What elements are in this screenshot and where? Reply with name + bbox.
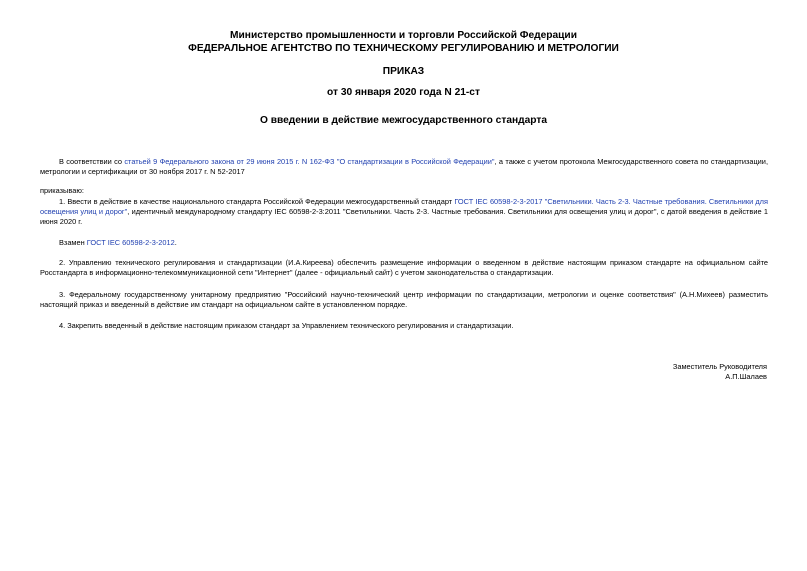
replaces-prefix: Взамен	[59, 238, 87, 247]
preamble-suffix: , а также с учетом протокола Межгосударственного совета по стандартизации, метрологии и сертификации от 30 ноября 2017 г. N 52-2017	[40, 157, 768, 177]
item-2-paragraph: 2. Управлению технического регулирования и стандартизации (И.А.Киреева) обеспечить размещение информации о введенном в действие настоящим приказом стандарте на официальном сайте Росстандарта в информационно-телекоммуникационной сети "Интернет" (далее - официальный сайт) с учетом законодательства о стандартизации.	[40, 258, 768, 278]
agency-name: ФЕДЕРАЛЬНОЕ АГЕНТСТВО ПО ТЕХНИЧЕСКОМУ РЕГУЛИРОВАНИЮ И МЕТРОЛОГИИ	[188, 43, 619, 54]
signatory-name: А.П.Шалаев	[725, 372, 767, 381]
signatory-position: Заместитель Руководителя	[672, 362, 767, 371]
ministry-name: Министерство промышленности и торговли Российской Федерации	[230, 30, 577, 41]
item-1-suffix: , идентичный международному стандарту IEC 60598-2-3:2011 "Светильники. Часть 2-3. Частные требования. Светильники для освещения улиц и дорог", с датой введения в действие 1 июня 2020 г.	[40, 207, 768, 227]
replaces-suffix: .	[174, 238, 177, 247]
order-word: приказываю:	[40, 186, 84, 195]
federal-law-link[interactable]: статьей 9 Федерального закона от 29 июня 2015 г. N 162-ФЗ "О стандартизации в Российской Федерации"	[124, 157, 495, 166]
preamble-paragraph	[40, 157, 768, 177]
item-1-paragraph	[40, 197, 768, 228]
item-3-paragraph: 3. Федеральному государственному унитарному предприятию "Российский научно-технический центр информации по стандартизации, метрологии и оценке соответствия" (А.Н.Михеев) разместить настоящий приказ и введенный в действие им стандарт на официальном сайте в установленном порядке.	[40, 290, 768, 310]
preamble-prefix: В соответствии со	[59, 157, 125, 166]
document-date-number: от 30 января 2020 года N 21-ст	[327, 87, 480, 98]
document-type: ПРИКАЗ	[382, 66, 425, 77]
gost-2017-link[interactable]: ГОСТ IEC 60598-2-3-2017 "Светильники. Часть 2-3. Частные требования. Светильники для освещения улиц и дорог"	[40, 197, 768, 217]
document-title: О введении в действие межгосударственного стандарта	[259, 115, 548, 126]
gost-2012-link[interactable]: ГОСТ IEC 60598-2-3-2012	[86, 238, 175, 247]
replaces-paragraph	[40, 238, 768, 248]
item-4-paragraph: 4. Закрепить введенный в действие настоящим приказом стандарт за Управлением технического регулирования и стандартизации.	[59, 321, 514, 330]
item-1-prefix: 1. Ввести в действие в качестве национального стандарта Российской Федерации межгосударственный стандарт	[59, 197, 455, 206]
